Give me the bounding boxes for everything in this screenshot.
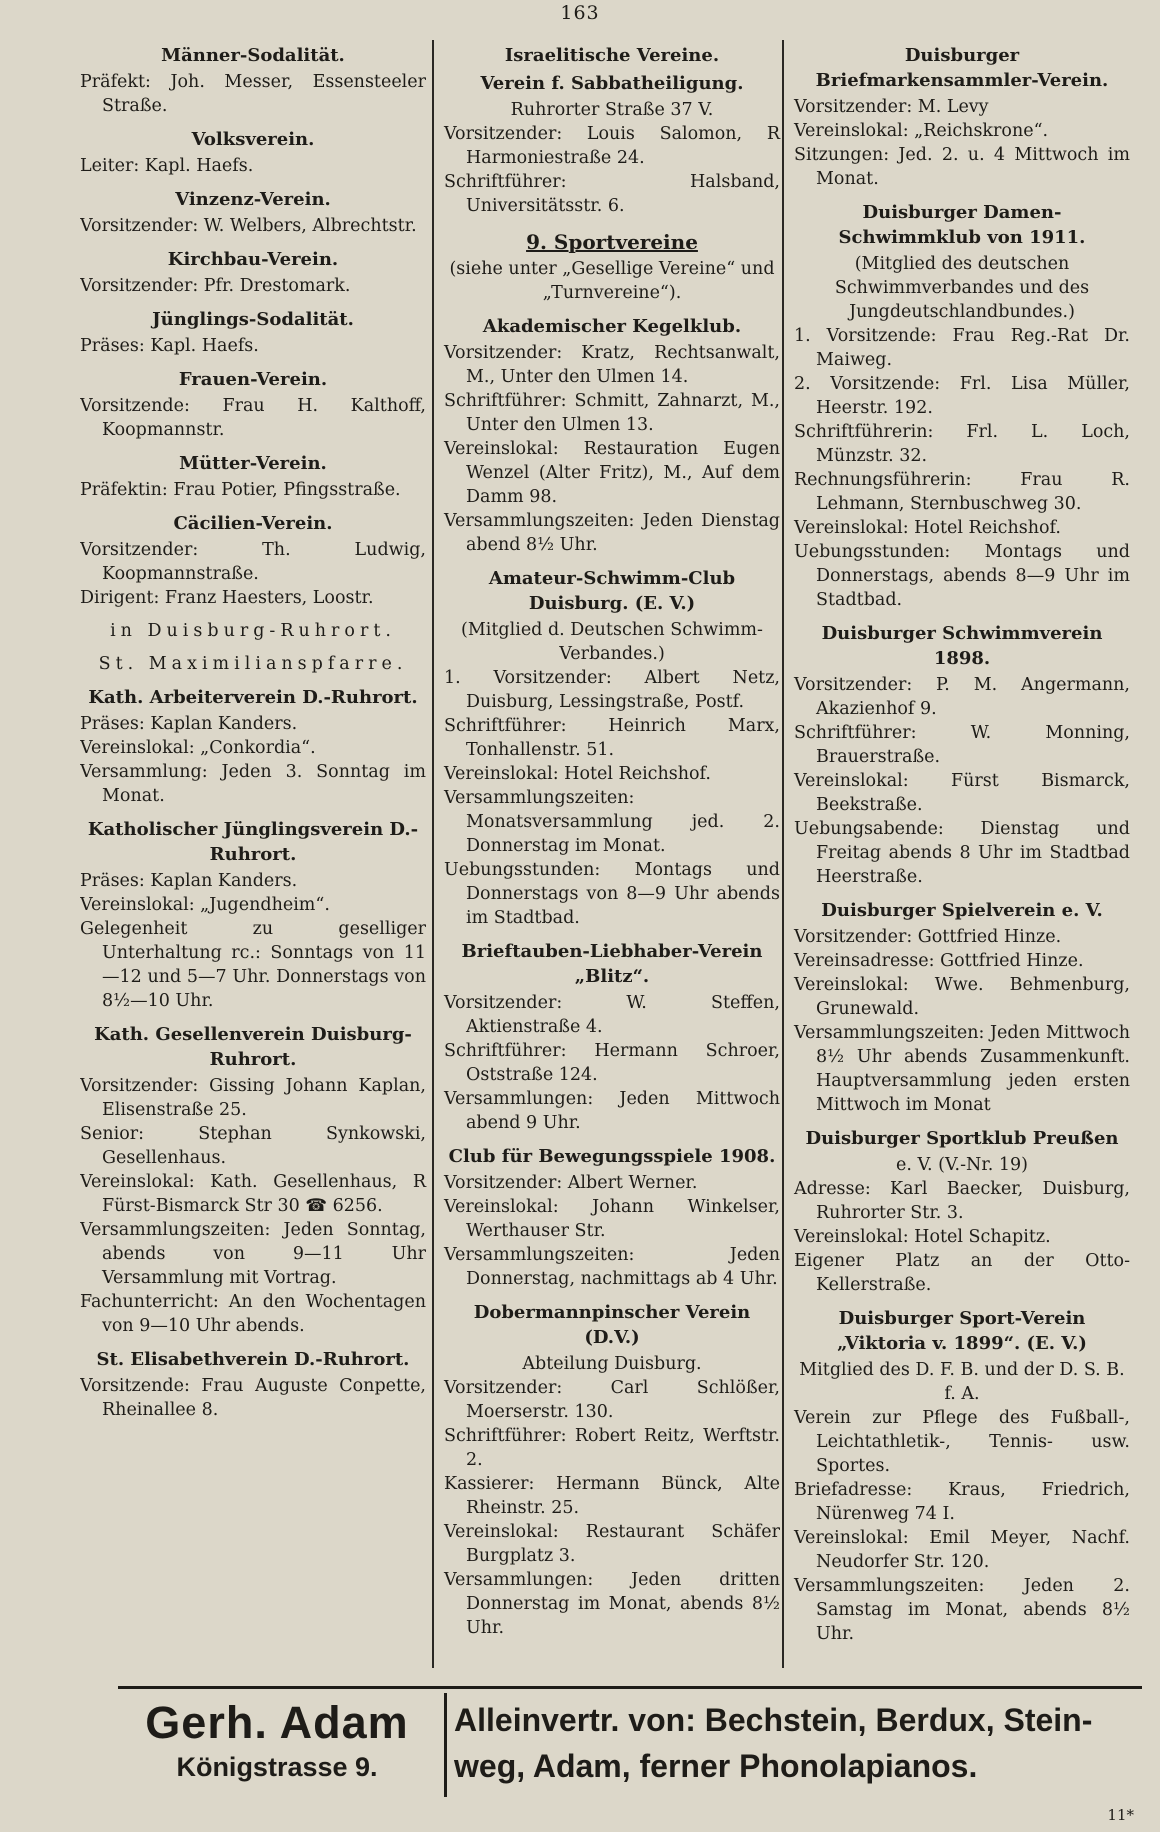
association-detail-line: Versammlungszeiten: Jeden Sonntag, abends von 9—11 Uhr Versammlung mit Vortrag. [80,1220,426,1288]
association-detail-line: Vereinslokal: „Reichskrone“. [794,121,1049,141]
association-detail-line: Versammlungszeiten: Monatsversammlung jed. 2. Donnerstag im Monat. [444,788,780,856]
association-detail-line: Vereinslokal: „Jugendheim“. [80,895,330,915]
association-detail-line: Vorsitzender: M. Levy [794,97,989,117]
association-detail-line: Vorsitzender: W. Welbers, Albrechtstr. [80,216,417,236]
association-entry [80,1347,426,1422]
association-detail-line: Uebungsabende: Dienstag und Freitag abends 8 Uhr im Stadtbad Heerstraße. [794,819,1130,887]
association-entry [444,939,780,1135]
column-middle [432,40,784,1668]
association-note: (siehe unter „Gesellige Vereine“ und „Turnvereine“). [449,259,775,303]
association-entry [444,566,780,930]
association-entry [794,898,1130,1117]
association-detail-line: Versammlungszeiten: Jeden Dienstag abend 8½ Uhr. [444,511,780,555]
association-detail-line: Schriftführer: Robert Reitz, Werftstr. 2. [444,1426,780,1470]
association-detail-line: 2. Vorsitzende: Frl. Lisa Müller, Heerstr. 192. [794,374,1130,418]
association-title: Amateur-Schwimm-Club Duisburg. (E. V.) [488,568,736,614]
association-detail-line: Senior: Stephan Synkowski, Gesellenhaus. [80,1124,426,1168]
association-title: Duisburger Sportklub Preußen [805,1128,1119,1149]
association-entry [80,187,426,238]
association-detail-line: Dirigent: Franz Haesters, Loostr. [80,588,374,608]
association-title: Club für Bewegungsspiele 1908. [448,1146,776,1167]
association-detail-line: Schriftführer: Hermann Schroer, Oststraße 124. [444,1041,780,1085]
association-title: Akademischer Kegelklub. [482,316,742,337]
association-detail-line: Vereinslokal: Fürst Bismarck, Beekstraße. [794,771,1130,815]
association-title: Volksverein. [191,129,315,150]
association-title: Kath. Arbeiterverein D.-Ruhrort. [88,687,418,708]
association-title: Duisburger Briefmarkensammler-Verein. [815,45,1109,91]
association-entry [80,307,426,358]
association-title: Kirchbau-Verein. [167,249,339,270]
association-note: (Mitglied des deutschen Schwimmverbandes und des Jungdeutschlandbundes.) [834,254,1090,322]
location-heading: in Duisburg-Ruhrort. [110,621,396,641]
location-heading: St. Maximilianspfarre. [98,654,408,674]
ad-company [118,1697,436,1793]
association-title: Frauen-Verein. [178,369,328,390]
advertisement [118,1686,1142,1799]
association-detail-line: Vorsitzender: Pfr. Drestomark. [80,276,351,296]
association-note: e. V. (V.-Nr. 19) [895,1155,1029,1175]
association-detail-line: Versammlung: Jeden 3. Sonntag im Monat. [80,762,426,806]
association-entry [80,367,426,442]
association-detail-line: Vorsitzender: Louis Salomon, R Harmoniestraße 24. [444,124,780,168]
association-title: Mütter-Verein. [179,453,327,474]
association-note: (Mitglied d. Deutschen Schwimm-Verbandes.) [461,620,763,664]
association-detail-line: Vereinslokal: Restaurant Schäfer Burgplatz 3. [444,1522,780,1566]
association-detail-line: Adresse: Karl Baecker, Duisburg, Ruhrorter Str. 3. [794,1179,1130,1223]
association-entry [80,43,426,118]
association-entry [80,127,426,178]
association-entry [794,621,1130,889]
association-title: Jünglings-Sodalität. [152,309,354,330]
association-entry [444,43,780,218]
association-entry [794,200,1130,612]
association-entry [80,652,426,676]
association-entry [80,685,426,808]
association-entry [80,619,426,643]
association-detail-line: Vereinslokal: Restauration Eugen Wenzel (Alter Fritz), M., Auf dem Damm 98. [444,439,780,507]
ad-company-address: Königstrasse 9. [176,1752,378,1782]
ad-company-name: Gerh. Adam [145,1697,409,1748]
association-detail-line: Verein zur Pflege des Fußball-, Leichtathletik-, Tennis- usw. Sportes. [794,1408,1130,1476]
association-detail-line: Briefadresse: Kraus, Friedrich, Nürenweg 74 I. [794,1480,1130,1524]
association-detail-line: Schriftführerin: Frl. L. Loch, Münzstr. 32. [794,422,1130,466]
association-title: Duisburger Sport-Verein „Viktoria v. 1899“. (E. V.) [837,1308,1087,1354]
association-detail-line: Kassierer: Hermann Bünck, Alte Rheinstr. 25. [444,1474,780,1518]
association-title: Israelitische Vereine. [504,45,720,66]
association-detail-line: Vereinslokal: Emil Meyer, Nachf. Neudorfer Str. 120. [794,1528,1130,1572]
association-title: Dobermannpinscher Verein (D.V.) [473,1302,751,1348]
association-note: Abteilung Duisburg. [522,1354,702,1374]
association-detail-line: Versammlungen: Jeden dritten Donnerstag im Monat, abends 8½ Uhr. [444,1570,780,1638]
association-detail-line: Versammlungszeiten: Jeden Donnerstag, nachmittags ab 4 Uhr. [444,1245,780,1289]
association-entry [444,227,780,305]
association-detail-line: Vereinslokal: „Conkordia“. [80,738,316,758]
association-detail-line: Vereinsadresse: Gottfried Hinze. [794,951,1084,971]
association-subtitle: Verein f. Sabbatheiligung. [480,73,744,94]
association-detail-line: Gelegenheit zu geselliger Unterhaltung rc.: Sonntags von 11—12 und 5—7 Uhr. Donnerstags von 8½—10 Uhr. [80,919,426,1011]
association-detail-line: 1. Vorsitzender: Albert Netz, Duisburg, Lessingstraße, Postf. [444,668,780,712]
association-detail-line: Vorsitzender: Th. Ludwig, Koopmannstraße. [80,540,426,584]
column-right [782,40,1134,1668]
association-entry [794,1126,1130,1297]
association-entry [80,817,426,1013]
association-detail-line: 1. Vorsitzende: Frau Reg.-Rat Dr. Maiweg. [794,326,1130,370]
association-detail-line: Vereinslokal: Hotel Reichshof. [444,764,711,784]
association-detail-line: Präses: Kapl. Haefs. [80,336,259,356]
association-detail-line: Vorsitzender: P. M. Angermann, Akazienhof 9. [794,675,1130,719]
association-title: Duisburger Schwimmverein 1898. [821,623,1103,669]
association-detail-line: Vereinslokal: Kath. Gesellenhaus, R Fürst-Bismarck Str 30 ☎ 6256. [80,1172,426,1216]
association-title: St. Elisabethverein D.-Ruhrort. [96,1349,410,1370]
association-detail-line: Schriftführer: W. Monning, Brauerstraße. [794,723,1130,767]
association-detail-line: Leiter: Kapl. Haefs. [80,156,254,176]
association-detail-line: Präses: Kaplan Kanders. [80,871,298,891]
association-title: Duisburger Spielverein e. V. [821,900,1103,921]
association-detail-line: Uebungsstunden: Montags und Donnerstags von 8—9 Uhr abends im Stadtbad. [444,860,780,928]
association-detail-line: Vorsitzender: Carl Schlößer, Moerserstr. 130. [444,1378,780,1422]
association-detail-line: Schriftführer: Schmitt, Zahnarzt, M., Unter den Ulmen 13. [444,391,780,435]
association-detail-line: Vereinslokal: Wwe. Behmenburg, Grunewald. [794,975,1130,1019]
association-detail-line: Eigener Platz an der Otto-Kellerstraße. [794,1251,1130,1295]
section-heading: 9. Sportvereine [526,230,698,254]
association-detail-line: Vorsitzende: Frau H. Kalthoff, Koopmannstr. [80,396,426,440]
association-detail-line: Vorsitzender: Gottfried Hinze. [794,927,1062,947]
association-entry [80,451,426,502]
signature-mark: 11* [1107,1806,1134,1824]
association-detail-line: Rechnungsführerin: Frau R. Lehmann, Sternbuschweg 30. [794,470,1130,514]
association-entry [444,314,780,557]
association-detail-line: Vorsitzender: Gissing Johann Kaplan, Elisenstraße 25. [80,1076,426,1120]
association-detail-line: Vereinslokal: Johann Winkelser, Werthauser Str. [444,1197,780,1241]
association-detail-line: Versammlungen: Jeden Mittwoch abend 9 Uhr. [444,1089,780,1133]
association-title: Cäcilien-Verein. [173,513,333,534]
association-title: Duisburger Damen-Schwimmklub von 1911. [838,202,1086,248]
ad-divider [444,1693,447,1797]
association-entry [794,1306,1130,1646]
association-entry [80,1022,426,1338]
association-detail-line: Vereinslokal: Hotel Reichshof. [794,518,1061,538]
ad-line-1: Alleinvertr. von: Bechstein, Berdux, Stein- [454,1702,1093,1738]
page-number: 163 [560,2,600,24]
ad-line-2: weg, Adam, ferner Phonolapianos. [454,1748,978,1784]
association-entry [80,511,426,610]
association-title: Vinzenz-Verein. [175,189,331,210]
association-detail-line: Schriftführer: Heinrich Marx, Tonhallenstr. 51. [444,716,780,760]
association-detail-line: Versammlungszeiten: Jeden 2. Samstag im Monat, abends 8½ Uhr. [794,1576,1130,1644]
association-title: Katholischer Jünglingsverein D.-Ruhrort. [87,819,419,865]
association-detail-line: Fachunterricht: An den Wochentagen von 9—10 Uhr abends. [80,1292,426,1336]
association-detail-line: Vereinslokal: Hotel Schapitz. [794,1227,1051,1247]
association-detail-line: Vorsitzender: W. Steffen, Aktienstraße 4. [444,993,780,1037]
association-detail-line: Präfekt: Joh. Messer, Essensteeler Straße. [80,72,426,116]
association-detail-line: Schriftführer: Halsband, Universitätsstr. 6. [444,172,780,216]
association-title: Männer-Sodalität. [161,45,345,66]
ad-text [454,1697,1144,1793]
association-entry [80,247,426,298]
association-detail-line: Sitzungen: Jed. 2. u. 4 Mittwoch im Monat. [794,145,1130,189]
association-detail-line: Vorsitzender: Albert Werner. [444,1173,698,1193]
directory-columns [80,40,1132,1668]
association-entry [444,1144,780,1291]
association-detail-line: Präses: Kaplan Kanders. [80,714,298,734]
association-detail-line: Präfektin: Frau Potier, Pfingsstraße. [80,480,401,500]
association-detail-line: Versammlungszeiten: Jeden Mittwoch 8½ Uhr abends Zusammenkunft. Hauptversammlung jeden ersten Mittwoch im Monat [794,1023,1130,1115]
association-detail-line: Vorsitzender: Kratz, Rechtsanwalt, M., Unter den Ulmen 14. [444,343,780,387]
association-title: Kath. Gesellenverein Duisburg-Ruhrort. [94,1024,412,1070]
association-detail-line: Vorsitzende: Frau Auguste Conpette, Rheinallee 8. [80,1376,426,1420]
association-title: Brieftauben-Liebhaber-Verein „Blitz“. [461,941,763,987]
association-note: Mitglied des D. F. B. und der D. S. B. f. A. [799,1360,1125,1404]
association-entry [794,43,1130,191]
association-entry [444,1300,780,1640]
association-note: Ruhrorter Straße 37 V. [510,100,714,120]
association-detail-line: Uebungsstunden: Montags und Donnerstags, abends 8—9 Uhr im Stadtbad. [794,542,1130,610]
column-left [80,40,432,1668]
